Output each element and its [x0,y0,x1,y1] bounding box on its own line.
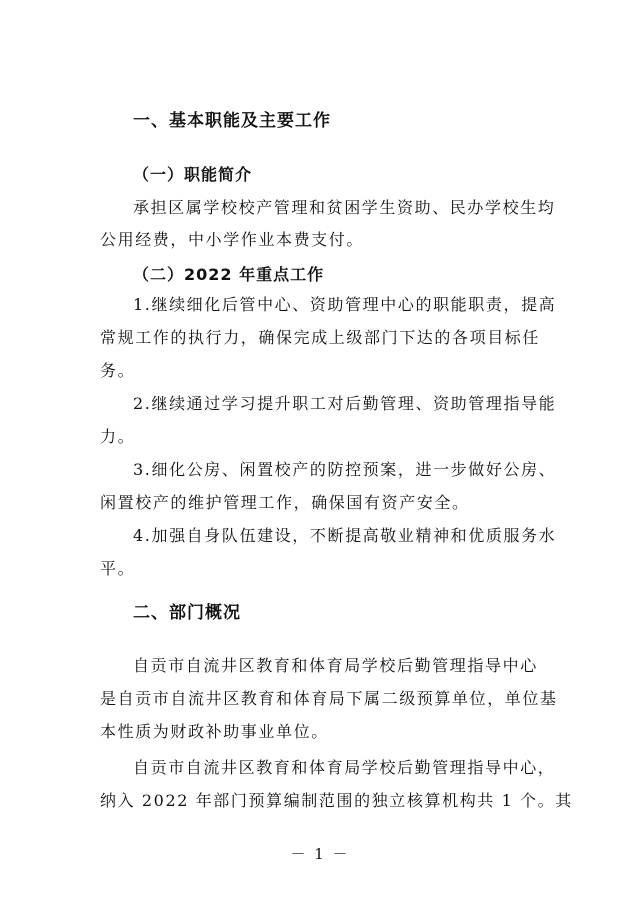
section-heading-department-overview: 二、部门概况 [133,603,241,623]
list-item-line: 力。 [100,427,136,446]
list-item-line: 4.加强自身队伍建设，不断提高敬业精神和优质服务水 [133,526,557,545]
page-number: － 1 － [290,845,350,863]
subsection-heading-key-work: （二）2022 年重点工作 [133,265,325,284]
list-item-line: 1.继续细化后管中心、资助管理中心的职能职责，提高 [133,295,557,314]
paragraph-line: 纳入 2022 年部门预算编制范围的独立核算机构共 1 个。其 [100,791,573,810]
list-item-line: 务。 [100,361,136,380]
list-item-line: 闲置校产的维护管理工作，确保国有资产安全。 [100,493,470,512]
paragraph-line: 自贡市自流井区教育和体育局学校后勤管理指导中心， [133,758,556,777]
list-item-line: 平。 [100,559,136,578]
paragraph-line: 自贡市自流井区教育和体育局学校后勤管理指导中心 [133,656,538,675]
subsection-heading-function-intro: （一）职能简介 [133,165,253,184]
paragraph-line: 是自贡市自流井区教育和体育局下属二级预算单位，单位基 [100,689,558,708]
section-heading-basic-functions: 一、基本职能及主要工作 [133,111,331,131]
paragraph-line: 公用经费，中小学作业本费支付。 [100,230,365,249]
list-item-line: 2.继续通过学习提升职工对后勤管理、资助管理指导能 [133,394,557,413]
paragraph-line: 承担区属学校校产管理和贫困学生资助、民办学校生均 [133,198,556,217]
paragraph-line: 本性质为财政补助事业单位。 [100,722,329,741]
list-item-line: 3.细化公房、闲置校产的防控预案，进一步做好公房、 [133,460,557,479]
list-item-line: 常规工作的执行力，确保完成上级部门下达的各项目标任 [100,328,541,347]
